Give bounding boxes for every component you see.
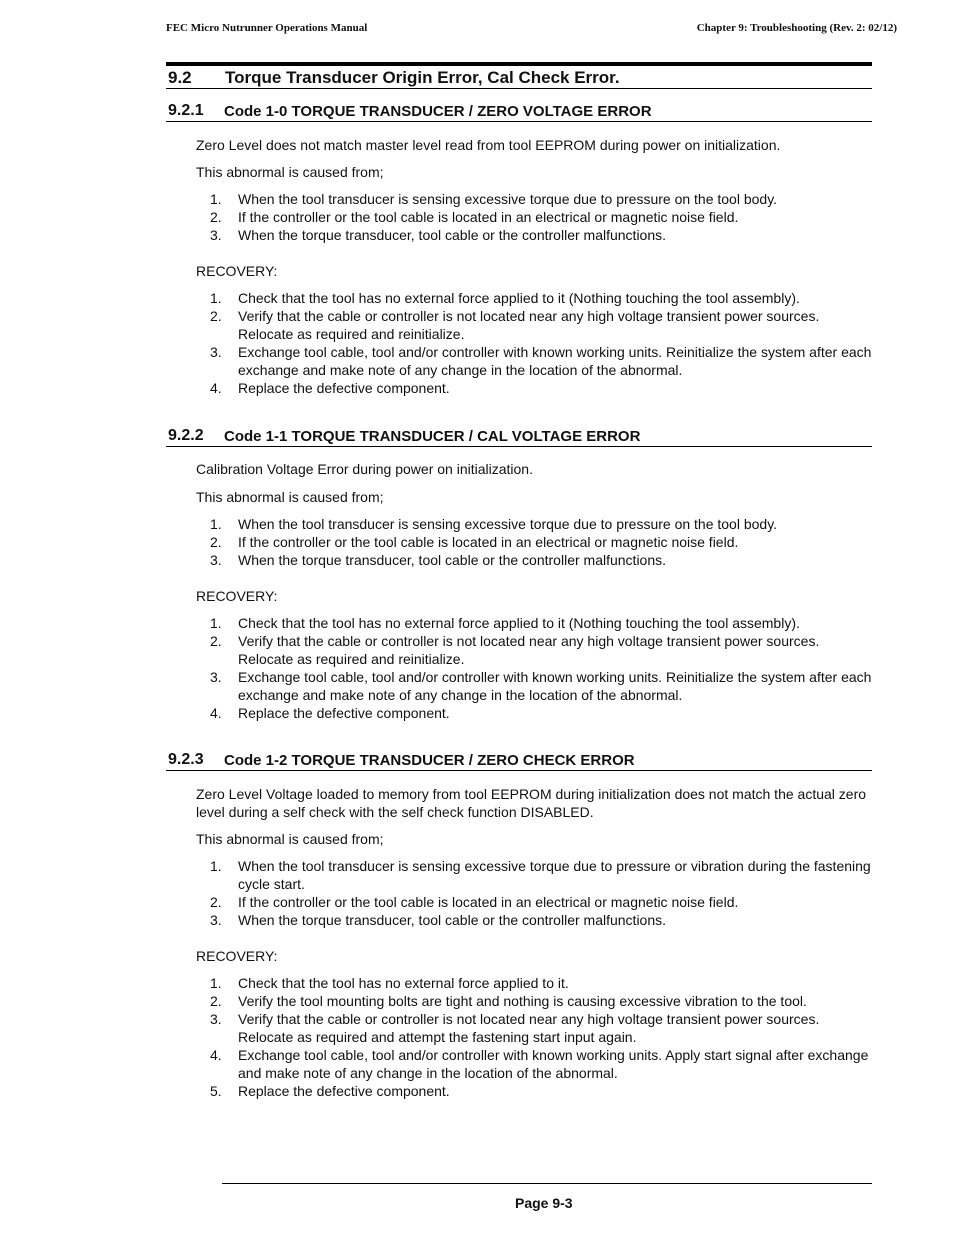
cause-intro: This abnormal is caused from; bbox=[196, 489, 384, 505]
recovery-list bbox=[196, 289, 876, 397]
page-number: Page 9-3 bbox=[515, 1195, 573, 1211]
description: Zero Level does not match master level read from tool EEPROM during power on initialization. bbox=[196, 137, 781, 153]
list-item: 1. When the tool transducer is sensing excessive torque due to pressure on the tool body. bbox=[210, 516, 778, 532]
section-title: Torque Transducer Origin Error, Cal Check Error. bbox=[225, 68, 620, 87]
recovery-label: RECOVERY: bbox=[196, 948, 278, 964]
subsection-title: Code 1-0 TORQUE TRANSDUCER / ZERO VOLTAGE ERROR bbox=[224, 103, 652, 120]
list-item: 4. Replace the defective component. bbox=[210, 705, 450, 721]
list-item: 2. Verify that the cable or controller is not located near any high voltage transient power sources. Relocate as required and reinitialize. bbox=[210, 633, 820, 667]
description: Zero Level Voltage loaded to memory from tool EEPROM during initialization does not match the actual zero level during a self check with the self check function DISABLED. bbox=[196, 786, 867, 820]
cause-intro: This abnormal is caused from; bbox=[196, 831, 384, 847]
list-item: 2. Verify the tool mounting bolts are tight and nothing is causing excessive vibration to the tool. bbox=[210, 993, 807, 1009]
header-chapter: Chapter 9: Troubleshooting (Rev. 2: 02/12) bbox=[696, 22, 897, 34]
cause-intro: This abnormal is caused from; bbox=[196, 164, 384, 180]
section-heading bbox=[166, 68, 872, 89]
list-item: 3. When the torque transducer, tool cable or the controller malfunctions. bbox=[210, 552, 667, 568]
list-item: 2. If the controller or the tool cable is located in an electrical or magnetic noise field. bbox=[210, 894, 739, 910]
list-item: 3. Exchange tool cable, tool and/or controller with known working units. Reinitialize the system after each exchange and make note of any change in the location of the abnormal. bbox=[210, 344, 872, 378]
list-item: 3. When the torque transducer, tool cable or the controller malfunctions. bbox=[210, 912, 667, 928]
list-item: 1. Check that the tool has no external force applied to it. bbox=[210, 975, 569, 991]
subsection-heading-9-2-2 bbox=[166, 426, 872, 447]
list-item: 1. When the tool transducer is sensing excessive torque due to pressure on the tool body. bbox=[210, 191, 778, 207]
section-top-rule bbox=[166, 62, 872, 66]
list-item: 1. Check that the tool has no external force applied to it (Nothing touching the tool assembly). bbox=[210, 615, 800, 631]
list-item: 2. If the controller or the tool cable is located in an electrical or magnetic noise field. bbox=[210, 209, 739, 225]
list-item: 2. If the controller or the tool cable is located in an electrical or magnetic noise field. bbox=[210, 534, 739, 550]
recovery-label: RECOVERY: bbox=[196, 588, 278, 604]
list-item: 1. When the tool transducer is sensing excessive torque due to pressure or vibration during the fastening cycle start. bbox=[210, 858, 871, 892]
recovery-list bbox=[196, 614, 876, 722]
cause-list bbox=[196, 190, 876, 244]
list-item: 2. Verify that the cable or controller is not located near any high voltage transient power sources. Relocate as required and reinitialize. bbox=[210, 308, 820, 342]
list-item: 3. Exchange tool cable, tool and/or controller with known working units. Reinitialize the system after each exchange and make note of any change in the location of the abnormal. bbox=[210, 669, 872, 703]
subsection-number: 9.2.3 bbox=[168, 751, 204, 768]
subsection-number: 9.2.2 bbox=[168, 427, 204, 444]
cause-list bbox=[196, 515, 876, 569]
list-item: 4. Replace the defective component. bbox=[210, 380, 450, 396]
list-item: 4. Exchange tool cable, tool and/or controller with known working units. Apply start signal after exchange and make note of any change in the location of the abnormal. bbox=[210, 1047, 869, 1081]
subsection-heading-9-2-3 bbox=[166, 750, 872, 771]
list-item: 3. Verify that the cable or controller is not located near any high voltage transient power sources. Relocate as required and attempt the fastening start input again. bbox=[210, 1011, 820, 1045]
recovery-label: RECOVERY: bbox=[196, 263, 278, 279]
list-item: 5. Replace the defective component. bbox=[210, 1083, 450, 1099]
section-number: 9.2 bbox=[168, 68, 192, 87]
list-item: 3. When the torque transducer, tool cable or the controller malfunctions. bbox=[210, 227, 667, 243]
description: Calibration Voltage Error during power on initialization. bbox=[196, 461, 533, 477]
subsection-title: Code 1-2 TORQUE TRANSDUCER / ZERO CHECK ERROR bbox=[224, 752, 635, 769]
recovery-list bbox=[196, 974, 876, 1100]
subsection-title: Code 1-1 TORQUE TRANSDUCER / CAL VOLTAGE ERROR bbox=[224, 428, 641, 445]
list-item: 1. Check that the tool has no external force applied to it (Nothing touching the tool assembly). bbox=[210, 290, 800, 306]
header-manual-title: FEC Micro Nutrunner Operations Manual bbox=[166, 22, 368, 34]
subsection-number: 9.2.1 bbox=[168, 102, 204, 119]
footer-rule bbox=[222, 1183, 872, 1184]
cause-list bbox=[196, 857, 876, 929]
subsection-heading-9-2-1 bbox=[166, 101, 872, 122]
